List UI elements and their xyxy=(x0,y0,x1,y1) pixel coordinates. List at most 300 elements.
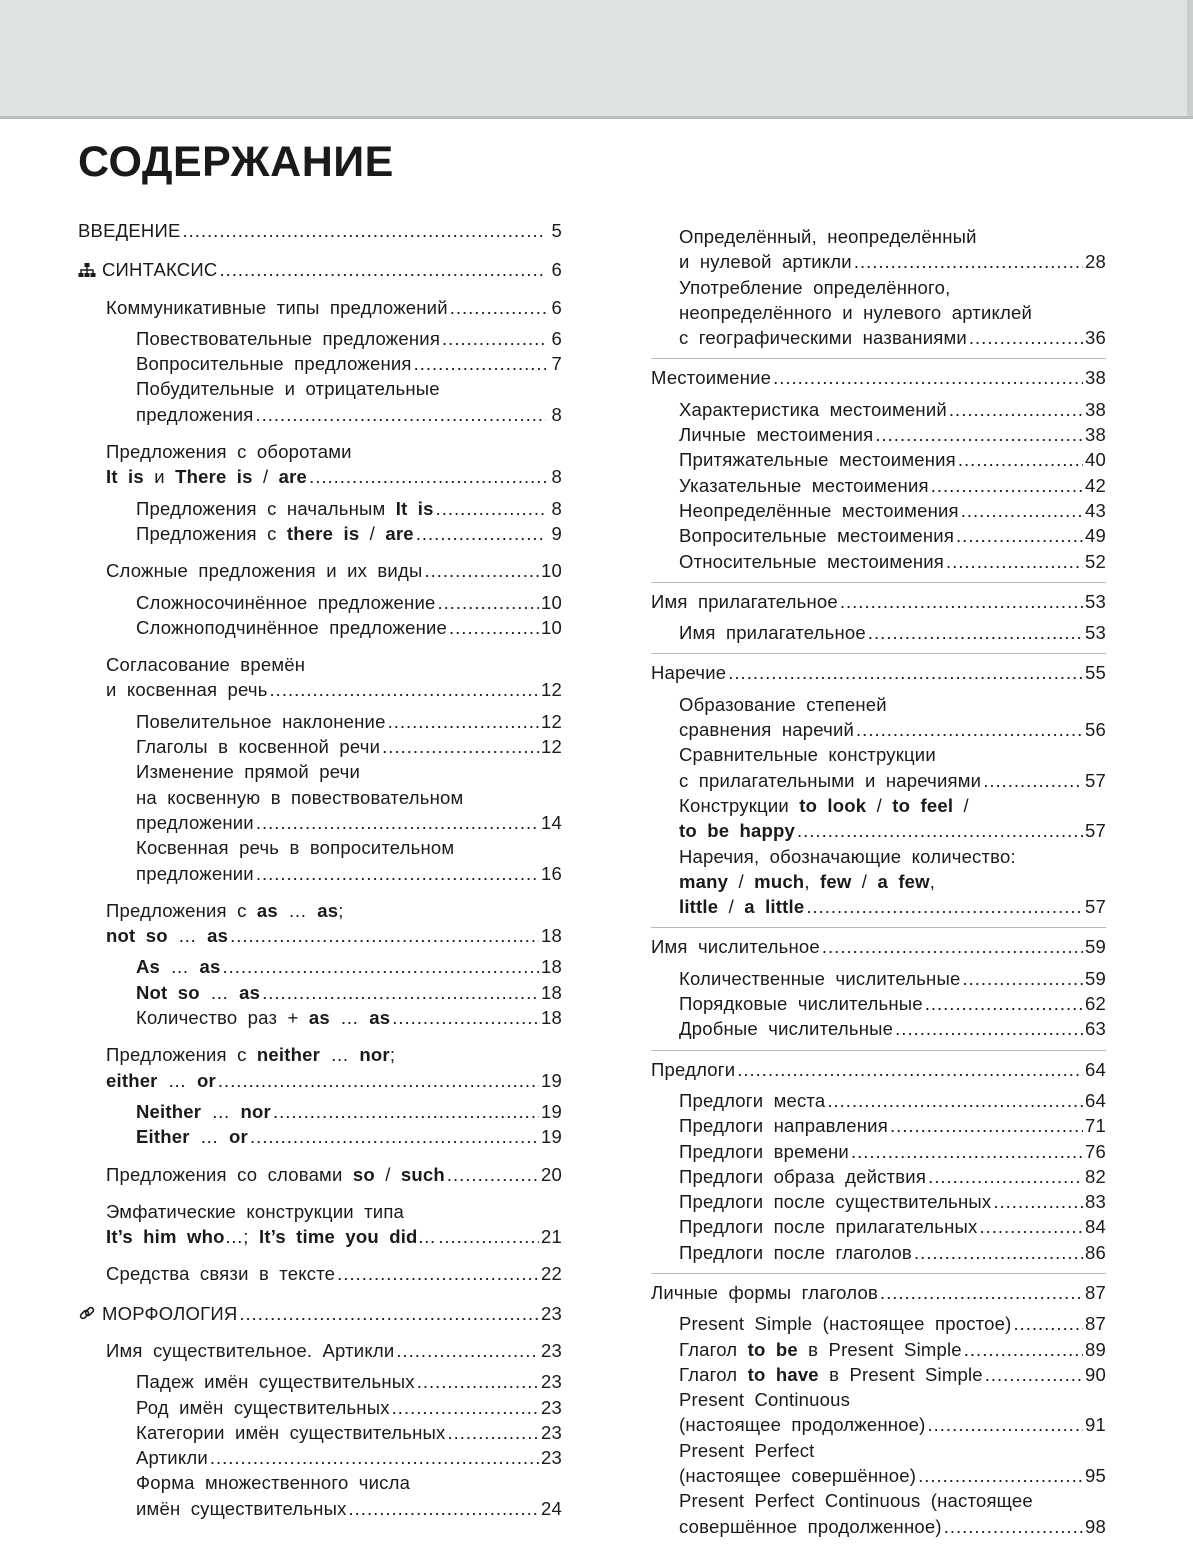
entry-line xyxy=(679,397,1106,422)
entry-text-segment: Предложения с оборотами xyxy=(106,441,352,463)
entry-text-segment: Предлоги места xyxy=(679,1089,826,1111)
entry-text-segment: / xyxy=(953,794,969,816)
entry-wrapped-line xyxy=(106,652,562,677)
page-number: 23 xyxy=(541,1421,562,1443)
entry-title xyxy=(78,257,217,282)
toc-subentry[interactable] xyxy=(651,1016,1106,1041)
entry-line xyxy=(679,325,1106,350)
dot-leader xyxy=(956,523,1083,548)
toc-chapter-entry[interactable] xyxy=(78,1199,562,1250)
page-number: 28 xyxy=(1085,251,1106,273)
toc-subentry[interactable] xyxy=(78,1395,562,1420)
entry-text-segment: as xyxy=(239,981,261,1003)
dot-leader xyxy=(875,422,1083,447)
toc-subentry[interactable] xyxy=(651,1387,1106,1438)
entry-title xyxy=(106,1162,445,1187)
toc-subentry[interactable] xyxy=(78,1470,562,1521)
toc-subentry[interactable] xyxy=(651,422,1106,447)
toc-subentry[interactable] xyxy=(78,954,562,979)
entry-line xyxy=(136,1395,562,1420)
entry-text-segment: , xyxy=(929,870,936,892)
entry-title xyxy=(651,365,771,390)
dot-leader xyxy=(993,1189,1083,1214)
entry-text-segment: … xyxy=(201,1100,241,1122)
entry-text-segment: Сравнительные конструкции xyxy=(679,744,936,766)
page-number: 76 xyxy=(1085,1140,1106,1162)
entry-line xyxy=(136,590,562,615)
entry-text-segment: Форма множественного числа xyxy=(136,1472,411,1494)
entry-line xyxy=(679,1088,1106,1113)
dot-leader xyxy=(868,620,1083,645)
entry-title xyxy=(136,521,414,546)
entry-title xyxy=(679,966,960,991)
entry-line xyxy=(679,768,1106,793)
entry-text-segment: … xyxy=(189,1126,230,1148)
dot-leader xyxy=(256,402,547,427)
entry-text-segment: … xyxy=(157,1069,197,1091)
dot-leader xyxy=(222,954,539,979)
entry-line xyxy=(106,677,562,702)
toc-subentry[interactable] xyxy=(651,966,1106,991)
toc-subentry[interactable] xyxy=(78,521,562,546)
entry-line xyxy=(106,1261,562,1286)
entry-line xyxy=(136,496,562,521)
entry-title xyxy=(136,954,220,979)
toc-subentry[interactable] xyxy=(651,1139,1106,1164)
entry-text-segment: Предлоги xyxy=(651,1058,736,1080)
toc-subentry[interactable] xyxy=(78,980,562,1005)
entry-line xyxy=(651,589,1106,614)
dot-leader xyxy=(210,1445,539,1470)
toc-subentry[interactable] xyxy=(651,523,1106,548)
dot-leader xyxy=(250,1124,539,1149)
entry-line xyxy=(136,980,562,1005)
dot-leader xyxy=(436,496,546,521)
entry-title xyxy=(679,549,944,574)
toc-chapter-entry[interactable] xyxy=(651,1050,1106,1082)
dot-leader xyxy=(806,894,1083,919)
entry-wrapped-line xyxy=(136,1470,562,1495)
entry-text-segment: Имя числительное xyxy=(651,936,820,958)
entry-line xyxy=(136,615,562,640)
toc-subentry[interactable] xyxy=(78,709,562,734)
toc-subentry[interactable] xyxy=(651,1311,1106,1336)
entry-line xyxy=(136,1124,562,1149)
toc-subentry[interactable] xyxy=(78,376,562,427)
entry-title xyxy=(106,1068,216,1093)
entry-text-segment: Предложения с xyxy=(106,1044,257,1066)
entry-text-segment: ; xyxy=(389,1044,396,1066)
entry-title xyxy=(679,1337,962,1362)
page-number: 20 xyxy=(541,1163,562,1185)
entry-title xyxy=(679,397,947,422)
dot-leader xyxy=(827,1088,1083,1113)
entry-text-segment: Предлоги образа действия xyxy=(679,1165,927,1187)
page-number: 84 xyxy=(1085,1216,1106,1238)
entry-text-segment: Вопросительные местоимения xyxy=(679,525,955,547)
entry-text-segment: …; xyxy=(224,1226,259,1248)
entry-text-segment: Present Continuous xyxy=(679,1389,851,1411)
dot-leader xyxy=(273,1099,539,1124)
entry-title xyxy=(651,1057,735,1082)
toc-section-entry[interactable] xyxy=(78,218,562,243)
page-number: 18 xyxy=(541,1007,562,1029)
dot-leader xyxy=(737,1057,1083,1082)
toc-subentry[interactable] xyxy=(651,620,1106,645)
entry-text-segment: … xyxy=(329,1007,370,1029)
entry-text-segment: Предлоги времени xyxy=(679,1140,849,1162)
entry-line xyxy=(78,218,562,243)
toc-subentry[interactable] xyxy=(651,275,1106,351)
toc-subentry[interactable] xyxy=(651,1488,1106,1539)
page-number: 12 xyxy=(541,679,562,701)
page-number: 64 xyxy=(1085,1058,1106,1080)
entry-line xyxy=(679,1240,1106,1265)
entry-title xyxy=(679,1412,926,1437)
entry-line xyxy=(136,1445,562,1470)
entry-text-segment: Глагол xyxy=(679,1363,748,1385)
toc-subentry[interactable] xyxy=(78,835,562,886)
entry-text-segment: Either xyxy=(136,1126,190,1148)
entry-title xyxy=(106,923,228,948)
entry-line xyxy=(679,422,1106,447)
toc-subentry[interactable] xyxy=(78,734,562,759)
entry-text-segment: Повествовательные предложения xyxy=(136,327,441,349)
entry-line xyxy=(136,1496,562,1521)
toc-subentry[interactable] xyxy=(651,397,1106,422)
toc-subentry[interactable] xyxy=(651,793,1106,844)
toc-subentry[interactable] xyxy=(78,590,562,615)
toc-subentry[interactable] xyxy=(651,742,1106,793)
entry-line xyxy=(136,954,562,979)
entry-title xyxy=(679,1016,893,1041)
entry-line xyxy=(679,1337,1106,1362)
toc-chapter-entry[interactable] xyxy=(78,295,562,320)
page-number: 57 xyxy=(1085,896,1106,918)
toc-subentry[interactable] xyxy=(78,1420,562,1445)
entry-text-segment: / xyxy=(718,896,745,918)
dot-leader xyxy=(979,1214,1083,1239)
page-number: 43 xyxy=(1085,499,1106,521)
entry-wrapped-line xyxy=(106,898,562,923)
entry-text-segment: Порядковые числительные xyxy=(679,993,923,1015)
entry-title xyxy=(106,464,307,489)
entry-text-segment: to look xyxy=(799,794,867,816)
entry-line xyxy=(679,717,1106,742)
dot-leader xyxy=(417,1369,539,1394)
entry-text-segment: As xyxy=(136,956,161,978)
toc-subentry[interactable] xyxy=(651,844,1106,920)
entry-title xyxy=(106,295,448,320)
entry-text-segment: предложении xyxy=(136,811,254,833)
toc-subentry[interactable] xyxy=(651,1088,1106,1113)
toc-subentry[interactable] xyxy=(78,326,562,351)
link-icon xyxy=(78,1304,96,1322)
entry-text-segment: … xyxy=(199,981,240,1003)
entry-text-segment: … xyxy=(417,1226,437,1248)
entry-text-segment: Сложносочинённое предложение xyxy=(136,591,436,613)
page-number: 95 xyxy=(1085,1465,1106,1487)
entry-line xyxy=(106,1224,562,1249)
entry-text-segment: Неопределённые местоимения xyxy=(679,499,959,521)
page-number: 10 xyxy=(541,616,562,638)
entry-title xyxy=(106,1338,394,1363)
dot-leader xyxy=(424,558,539,583)
entry-text-segment: на косвенную в повествовательном xyxy=(136,786,464,808)
toc-chapter-entry[interactable] xyxy=(78,1042,562,1093)
entry-text-segment: a few xyxy=(877,870,930,892)
page-number: 90 xyxy=(1085,1363,1106,1385)
entry-text-segment: Относительные местоимения xyxy=(679,550,944,572)
toc-subentry[interactable] xyxy=(651,473,1106,498)
dot-leader xyxy=(349,1496,539,1521)
entry-text-segment: Предложения со словами xyxy=(106,1163,353,1185)
page-number: 53 xyxy=(1085,590,1106,612)
entry-title xyxy=(679,894,804,919)
dot-leader xyxy=(382,734,539,759)
entry-line xyxy=(679,1514,1106,1539)
toc-subentry[interactable] xyxy=(78,1099,562,1124)
page-number: 53 xyxy=(1085,622,1106,644)
entry-title xyxy=(136,1099,271,1124)
page-number: 71 xyxy=(1085,1115,1106,1137)
page-number: 98 xyxy=(1085,1515,1106,1537)
entry-text-segment: to be happy xyxy=(679,820,796,842)
page-number: 12 xyxy=(541,736,562,758)
entry-text-segment: few xyxy=(820,870,852,892)
toc-section-entry[interactable] xyxy=(78,257,562,282)
toc-subentry[interactable] xyxy=(651,1240,1106,1265)
entry-text-segment: Повелительное наклонение xyxy=(136,710,386,732)
entry-text-segment: Количественные числительные xyxy=(679,967,961,989)
page-number: 6 xyxy=(551,296,562,318)
page-number: 6 xyxy=(551,259,562,281)
toc-subentry[interactable] xyxy=(78,1124,562,1149)
entry-text-segment: и xyxy=(143,466,176,488)
entry-text-segment: Характеристика местоимений xyxy=(679,398,947,420)
entry-line xyxy=(136,1099,562,1124)
toc-subentry[interactable] xyxy=(78,759,562,835)
toc-chapter-entry[interactable] xyxy=(651,1273,1106,1305)
dot-leader xyxy=(447,1162,539,1187)
page-number: 8 xyxy=(551,497,562,519)
entry-wrapped-line xyxy=(679,869,1106,894)
entry-title xyxy=(106,677,268,702)
entry-text-segment: МОРФОЛОГИЯ xyxy=(102,1302,238,1324)
entry-wrapped-line xyxy=(106,1199,562,1224)
page-number: 9 xyxy=(551,522,562,544)
toc-chapter-entry[interactable] xyxy=(78,1338,562,1363)
entry-text-segment: Согласование времён xyxy=(106,654,306,676)
toc-section-entry[interactable] xyxy=(78,1301,562,1326)
dot-leader xyxy=(414,351,546,376)
entry-text-segment: с прилагательными и наречиями xyxy=(679,769,982,791)
entry-text-segment: Предлоги после прилагательных xyxy=(679,1216,978,1238)
toc-chapter-entry[interactable] xyxy=(651,927,1106,959)
toc-subentry[interactable] xyxy=(651,1438,1106,1489)
page-number: 40 xyxy=(1085,449,1106,471)
page-number: 57 xyxy=(1085,769,1106,791)
dot-leader xyxy=(728,660,1083,685)
entry-line xyxy=(679,1463,1106,1488)
dot-leader xyxy=(396,1338,539,1363)
toc-subentry[interactable] xyxy=(651,1362,1106,1387)
entry-title xyxy=(136,402,254,427)
entry-text-segment: СИНТАКСИС xyxy=(102,259,218,281)
entry-text-segment: to have xyxy=(747,1363,819,1385)
entry-text-segment: Not so xyxy=(136,981,200,1003)
toc-chapter-entry[interactable] xyxy=(78,558,562,583)
page-number: 19 xyxy=(541,1069,562,1091)
entry-line xyxy=(651,660,1106,685)
entry-text-segment: Эмфатические конструкции типа xyxy=(106,1200,405,1222)
page-number: 89 xyxy=(1085,1338,1106,1360)
entry-text-segment: to feel xyxy=(892,794,954,816)
entry-text-segment: … xyxy=(320,1044,360,1066)
toc-subentry[interactable] xyxy=(651,224,1106,275)
entry-text-segment: Имя прилагательное xyxy=(651,590,838,612)
entry-wrapped-line xyxy=(136,785,562,810)
toc-subentry[interactable] xyxy=(651,1189,1106,1214)
entry-line xyxy=(679,894,1106,919)
entry-text-segment: Сложноподчинённое предложение xyxy=(136,616,448,638)
toc-subentry[interactable] xyxy=(78,615,562,640)
entry-title xyxy=(136,1395,390,1420)
page-number: 18 xyxy=(541,956,562,978)
toc-subentry[interactable] xyxy=(651,1164,1106,1189)
toc-chapter-entry[interactable] xyxy=(651,582,1106,614)
toc-subentry[interactable] xyxy=(651,1113,1106,1138)
entry-title xyxy=(679,768,981,793)
toc-chapter-entry[interactable] xyxy=(78,439,562,490)
entry-text-segment: as xyxy=(308,1007,330,1029)
entry-line xyxy=(106,1338,562,1363)
toc-subentry[interactable] xyxy=(651,498,1106,523)
page-number: 19 xyxy=(541,1100,562,1122)
toc-subentry[interactable] xyxy=(78,496,562,521)
entry-text-segment: неопределённого и нулевого артиклей xyxy=(679,301,1033,323)
entry-line xyxy=(136,810,562,835)
toc-subentry[interactable] xyxy=(651,549,1106,574)
toc-subentry[interactable] xyxy=(78,1005,562,1030)
dot-leader xyxy=(450,295,546,320)
section-divider xyxy=(651,1273,1106,1274)
entry-text-segment: are xyxy=(385,522,414,544)
entry-text-segment: Коммуникативные типы предложений xyxy=(106,296,448,318)
page-number: 38 xyxy=(1085,424,1106,446)
entry-text-segment: nor xyxy=(240,1100,271,1122)
entry-title xyxy=(679,1214,977,1239)
dot-leader xyxy=(442,326,546,351)
toc-subentry[interactable] xyxy=(78,1369,562,1394)
entry-title xyxy=(679,991,923,1016)
toc-subentry[interactable] xyxy=(651,692,1106,743)
entry-text-segment: or xyxy=(196,1069,216,1091)
dot-leader xyxy=(437,590,539,615)
dot-leader xyxy=(880,1280,1083,1305)
toc-subentry[interactable] xyxy=(651,1337,1106,1362)
toc-subentry[interactable] xyxy=(651,1214,1106,1239)
entry-text-segment: It is xyxy=(106,466,144,488)
entry-text-segment: There is xyxy=(175,466,253,488)
entry-text-segment: Neither xyxy=(136,1100,202,1122)
section-divider xyxy=(651,358,1106,359)
entry-line xyxy=(679,620,1106,645)
toc-subentry[interactable] xyxy=(651,447,1106,472)
entry-title xyxy=(136,496,434,521)
entry-line xyxy=(106,464,562,489)
entry-text-segment: / xyxy=(252,466,279,488)
entry-text-segment: (настоящее совершённое) xyxy=(679,1465,917,1487)
dot-leader xyxy=(218,1068,539,1093)
toc-subentry[interactable] xyxy=(78,351,562,376)
entry-line xyxy=(679,1113,1106,1138)
toc-subentry[interactable] xyxy=(651,991,1106,1016)
entry-text-segment: Личные местоимения xyxy=(679,424,874,446)
section-divider xyxy=(651,582,1106,583)
page-number: 24 xyxy=(541,1497,562,1519)
entry-text-segment: ВВЕДЕНИЕ xyxy=(78,220,181,241)
toc-chapter-entry[interactable] xyxy=(651,653,1106,685)
dot-leader xyxy=(918,1463,1083,1488)
toc-subentry[interactable] xyxy=(78,1445,562,1470)
dot-leader xyxy=(914,1240,1083,1265)
toc-chapter-entry[interactable] xyxy=(651,358,1106,390)
entry-title xyxy=(106,1261,335,1286)
dot-leader xyxy=(928,1412,1084,1437)
page-number: 59 xyxy=(1085,936,1106,958)
entry-text-segment: Местоимение xyxy=(651,367,772,389)
toc-chapter-entry[interactable] xyxy=(78,652,562,703)
dot-leader xyxy=(392,1005,539,1030)
page-number: 21 xyxy=(541,1226,562,1248)
entry-title xyxy=(136,1124,248,1149)
entry-line xyxy=(106,558,562,583)
entry-line xyxy=(106,295,562,320)
entry-line xyxy=(136,521,562,546)
entry-line xyxy=(679,1016,1106,1041)
entry-text-segment: Имя существительное. Артикли xyxy=(106,1339,395,1361)
toc-chapter-entry[interactable] xyxy=(78,1162,562,1187)
entry-title xyxy=(651,1280,878,1305)
dot-leader xyxy=(262,980,539,1005)
dot-leader xyxy=(309,464,546,489)
toc-chapter-entry[interactable] xyxy=(78,898,562,949)
dot-leader xyxy=(928,1164,1083,1189)
entry-text-segment: Образование степеней xyxy=(679,693,887,715)
page-number: 36 xyxy=(1085,327,1106,349)
entry-text-segment: , xyxy=(804,870,820,892)
page-number: 55 xyxy=(1085,662,1106,684)
page-number: 57 xyxy=(1085,820,1106,842)
entry-text-segment: Притяжательные местоимения xyxy=(679,449,956,471)
entry-text-segment: … xyxy=(277,899,318,921)
entry-line xyxy=(106,923,562,948)
page-number: 8 xyxy=(551,403,562,425)
page-number: 42 xyxy=(1085,474,1106,496)
entry-line xyxy=(679,966,1106,991)
entry-title xyxy=(106,1224,436,1249)
entry-title xyxy=(651,934,820,959)
entry-line xyxy=(106,1068,562,1093)
entry-title xyxy=(136,810,254,835)
entry-text-segment: Предлоги после существительных xyxy=(679,1191,992,1213)
entry-line xyxy=(679,249,1106,274)
entry-line xyxy=(679,473,1106,498)
dot-leader xyxy=(962,966,1083,991)
entry-text-segment: there is xyxy=(286,522,360,544)
toc-chapter-entry[interactable] xyxy=(78,1261,562,1286)
